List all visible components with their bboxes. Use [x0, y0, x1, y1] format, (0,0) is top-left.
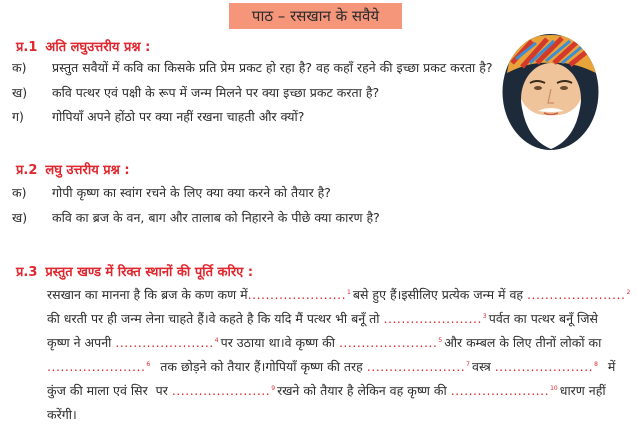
question-item: ग) गोपियाँ अपने होंठो पर क्या नहीं रखना चाहती और क्यों? [12, 109, 305, 124]
fill-blank-line: की धरती पर ही जन्म लेना चाहते हैं।वे कहते है कि यदि मैं पत्थर भी बनूँ तो ......................$^3$ पर्वत का पत्थर बनूँ जिसे [47, 311, 599, 326]
section3-number: प्र.3 [16, 265, 38, 280]
fill-blank-line: करेंगी। [47, 407, 77, 422]
blank-field[interactable]: ...................... [171, 383, 271, 398]
question-item: ख) कवि का ब्रज के वन, बाग और तालाब को निहारने के पीछे क्या कारण है? [12, 210, 380, 225]
blank-field[interactable]: ...................... [450, 383, 550, 398]
blank-field[interactable]: ...................... [527, 287, 626, 302]
fill-blank-line: रसखान का मानना है कि ब्रज के कण कण में......................$^1$ बसे हुए हैं।इसीलिए प्रत्येक जन्म में वह ......................$^2$ [47, 287, 631, 302]
section2-number: प्र.2 [16, 163, 38, 178]
blank-field[interactable]: ...................... [494, 359, 594, 374]
section3-heading-text: प्रस्तुत खण्ड में रिक्त स्थानों की पूर्ति करिए : [45, 265, 254, 280]
fill-blank-line: ......................$^6$ तक छोड़ने को तैयार हैं।गोपियाँ कृष्ण की तरह ......................$^7$ वस्त्र ......................$^8$ में [47, 359, 616, 374]
section1-number: प्र.1 [16, 40, 38, 55]
question-item: क) प्रस्तुत सवैयों में कवि का किसके प्रति प्रेम प्रकट हो रहा है? वह कहाँ रहने की इच्छा प्रकट करता है? [12, 60, 493, 75]
page-title: पाठ – रसखान के सवैये [229, 3, 402, 29]
blank-field[interactable]: ...................... [366, 359, 466, 374]
question-item: क) गोपी कृष्ण का स्वांग रचने के लिए क्या क्या करने को तैयार है? [12, 185, 331, 200]
question-item: ख) कवि पत्थर एवं पक्षी के रूप में जन्म मिलने पर क्या इच्छा प्रकट करता है? [12, 85, 380, 100]
blank-field[interactable]: ...................... [383, 311, 482, 326]
section2-heading-text: लघु उत्तरीय प्रश्न : [45, 163, 130, 178]
poet-portrait-image [502, 33, 599, 151]
blank-field[interactable]: ...................... [338, 335, 438, 350]
fill-blank-line: कृष्ण ने अपनी ......................$^4$ पर उठाया था।वे कृष्ण की ......................$^5$ और कम्बल के लिए तीनों लोकों का [47, 335, 602, 350]
blank-field[interactable]: ...................... [115, 335, 214, 350]
blank-field[interactable]: ...................... [247, 287, 347, 302]
section1-heading-text: अति लघुउत्तरीय प्रश्न : [45, 40, 151, 55]
section2-heading [16, 160, 130, 178]
section3-heading [16, 262, 253, 280]
section1-heading [16, 37, 150, 55]
fill-blank-line: कुंज की माला एवं सिर पर ......................$^9$ रखने को तैयार है लेकिन वह कृष्ण की ......................$^{10}$ धारण नहीं [47, 383, 606, 398]
blank-field[interactable]: ...................... [47, 359, 146, 374]
